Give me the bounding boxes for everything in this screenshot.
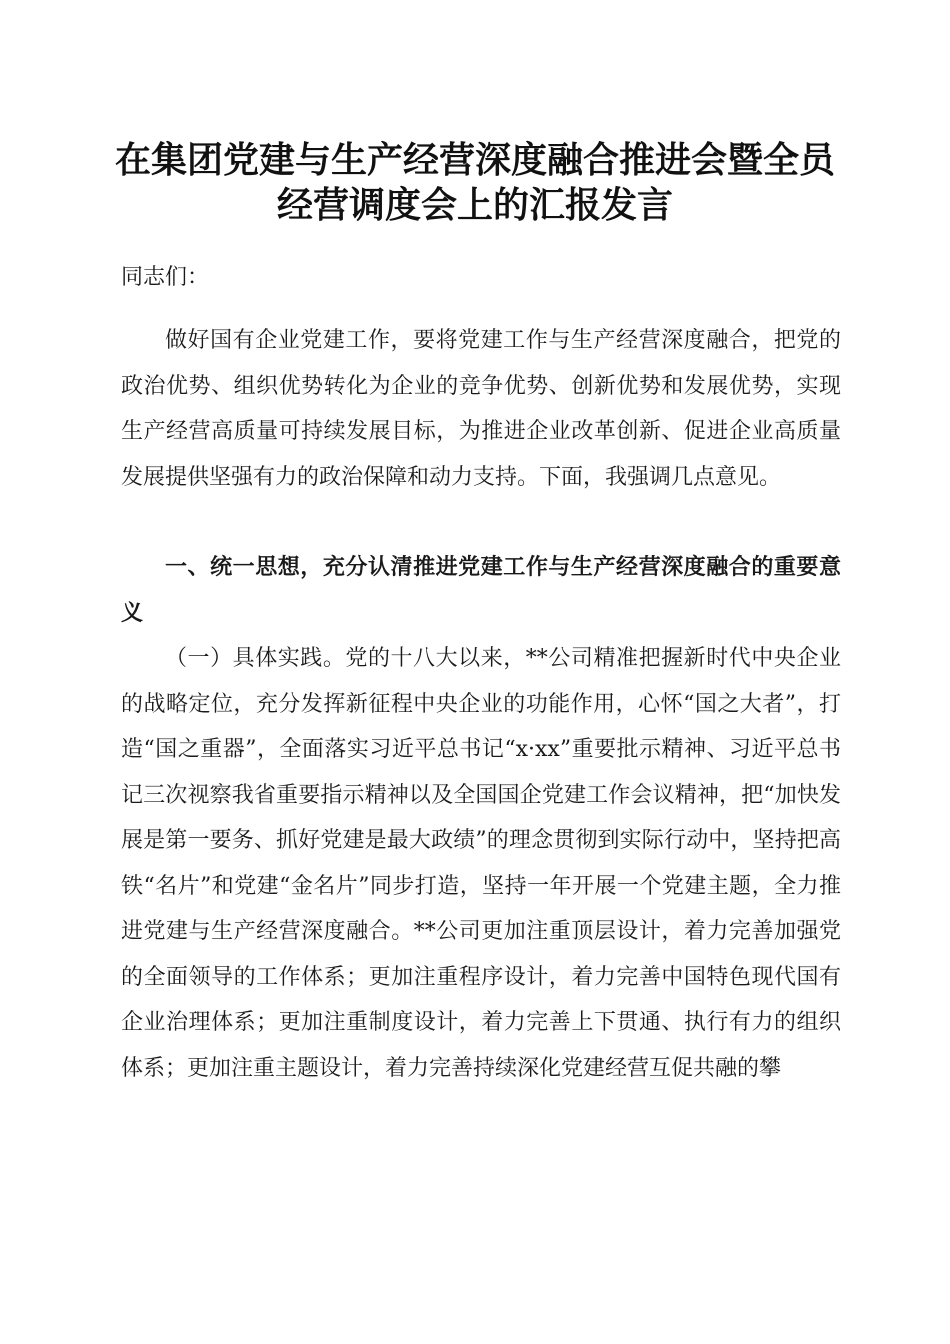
document-title-line-1: 在集团党建与生产经营深度融合推进会暨全员 bbox=[114, 139, 835, 181]
subsection-1-label: （一）具体实践。 bbox=[165, 646, 346, 671]
subsection-1-paragraph bbox=[121, 636, 841, 1091]
subsection-1-text bbox=[121, 636, 841, 1091]
subsection-1-body: 党的十八大以来，**公司精准把握新时代中央企业的战略定位，充分发挥新征程中央企业的功能作用，心怀“国之大者”，打造“国之重器”，全面落实习近平总书记“x·xx”重要批示精神、习近平总书记三次视察我省重要指示精神以及全国国企党建工作会议精神，把“加快发展是第一要务、抓好党建是最大政绩”的理念贯彻到实际行动中，坚持把高铁“名片”和党建“金名片”同步打造，坚持一年开展一个党建主题，全力推进党建与生产经营深度融合。**公司更加注重顶层设计，着力完善加强党的全面领导的工作体系；更加注重程序设计，着力完善中国特色现代国有企业治理体系；更加注重制度设计，着力完善上下贯通、执行有力的组织体系；更加注重主题设计，着力完善持续深化党建经营互促共融的攀 bbox=[121, 646, 841, 1081]
salutation: 同志们： bbox=[121, 265, 210, 290]
intro-paragraph-text: 做好国有企业党建工作，要将党建工作与生产经营深度融合，把党的政治优势、组织优势转化为企业的竞争优势、创新优势和发展优势，实现生产经营高质量可持续发展目标，为推进企业改革创新、促进企业高质量发展提供坚强有力的政治保障和动力支持。下面，我强调几点意见。 bbox=[121, 328, 841, 490]
intro-paragraph bbox=[121, 318, 841, 500]
document-title-line-2: 经营调度会上的汇报发言 bbox=[276, 184, 673, 226]
section-1-heading: 一、统一思想，充分认清推进党建工作与生产经营深度融合的重要意义 bbox=[121, 555, 841, 626]
